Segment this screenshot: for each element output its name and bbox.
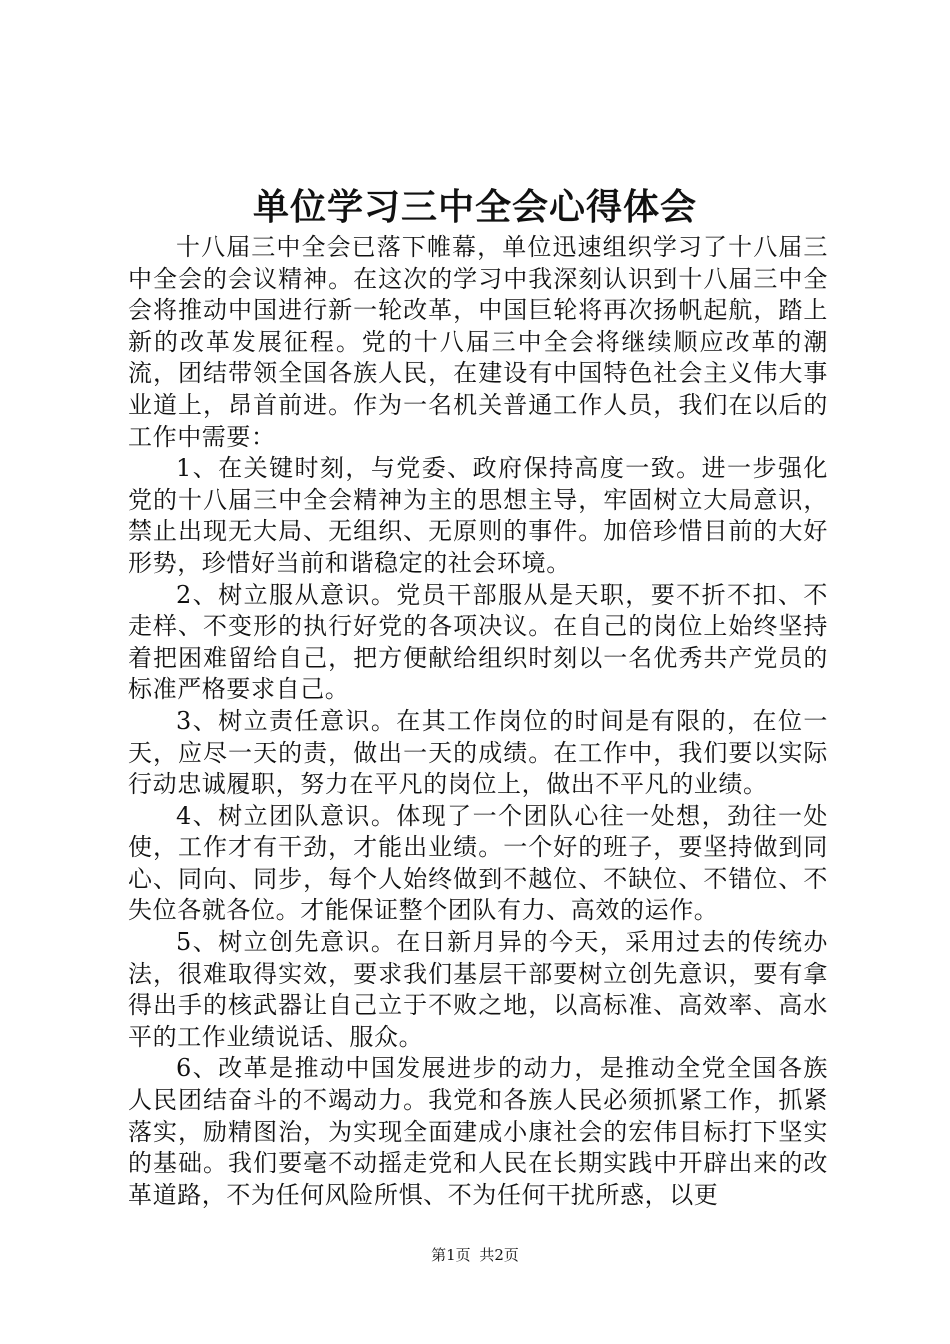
paragraph-point-6: 6、改革是推动中国发展进步的动力，是推动全党全国各族人民团结奋斗的不竭动力。我党和各族人民必须抓紧工作，抓紧落实，励精图治，为实现全面建成小康社会的宏伟目标打下坚实的基础。我们要毫不动摇走党和人民在长期实践中开辟出来的改革道路，不为任何风险所惧、不为任何干扰所惑，以更 — [128, 1054, 828, 1209]
paragraph-point-4: 4、树立团队意识。体现了一个团队心往一处想，劲往一处使，工作才有干劲，才能出业绩。一个好的班子，要坚持做到同心、同向、同步，每个人始终做到不越位、不缺位、不错位、不失位各就各位。才能保证整个团队有力、高效的运作。 — [128, 801, 828, 925]
paragraph-point-2: 2、树立服从意识。党员干部服从是天职，要不折不扣、不走样、不变形的执行好党的各项决议。在自己的岗位上始终坚持着把困难留给自己，把方便献给组织时刻以一名优秀共产党员的标准严格要求自己。 — [128, 580, 828, 704]
page-footer — [0, 1245, 950, 1265]
document-title: 单位学习三中全会心得体会 — [252, 186, 697, 228]
document-body — [128, 232, 828, 1211]
paragraph-point-3: 3、树立责任意识。在其工作岗位的时间是有限的，在位一天，应尽一天的责，做出一天的成绩。在工作中，我们要以实际行动忠诚履职，努力在平凡的岗位上，做出不平凡的业绩。 — [128, 706, 828, 799]
paragraph-point-1: 1、在关键时刻，与党委、政府保持高度一致。进一步强化党的十八届三中全会精神为主的思想主导，牢固树立大局意识，禁止出现无大局、无组织、无原则的事件。加倍珍惜目前的大好形势，珍惜好当前和谐稳定的社会环境。 — [128, 454, 828, 577]
page-number-total: 共2页 — [479, 1246, 519, 1264]
paragraph-intro: 十八届三中全会已落下帷幕，单位迅速组织学习了十八届三中全会的会议精神。在这次的学习中我深刻认识到十八届三中全会将推动中国进行新一轮改革，中国巨轮将再次扬帆起航，踏上新的改革发展征程。党的十八届三中全会将继续顺应改革的潮流，团结带领全国各族人民，在建设有中国特色社会主义伟大事业道上，昂首前进。作为一名机关普通工作人员，我们在以后的工作中需要： — [128, 233, 828, 451]
paragraph-point-5: 5、树立创先意识。在日新月异的今天，采用过去的传统办法，很难取得实效，要求我们基层干部要树立创先意识，要有拿得出手的核武器让自己立于不败之地，以高标准、高效率、高水平的工作业绩说话、服众。 — [128, 928, 828, 1051]
page-number-current: 第1页 — [431, 1246, 471, 1264]
